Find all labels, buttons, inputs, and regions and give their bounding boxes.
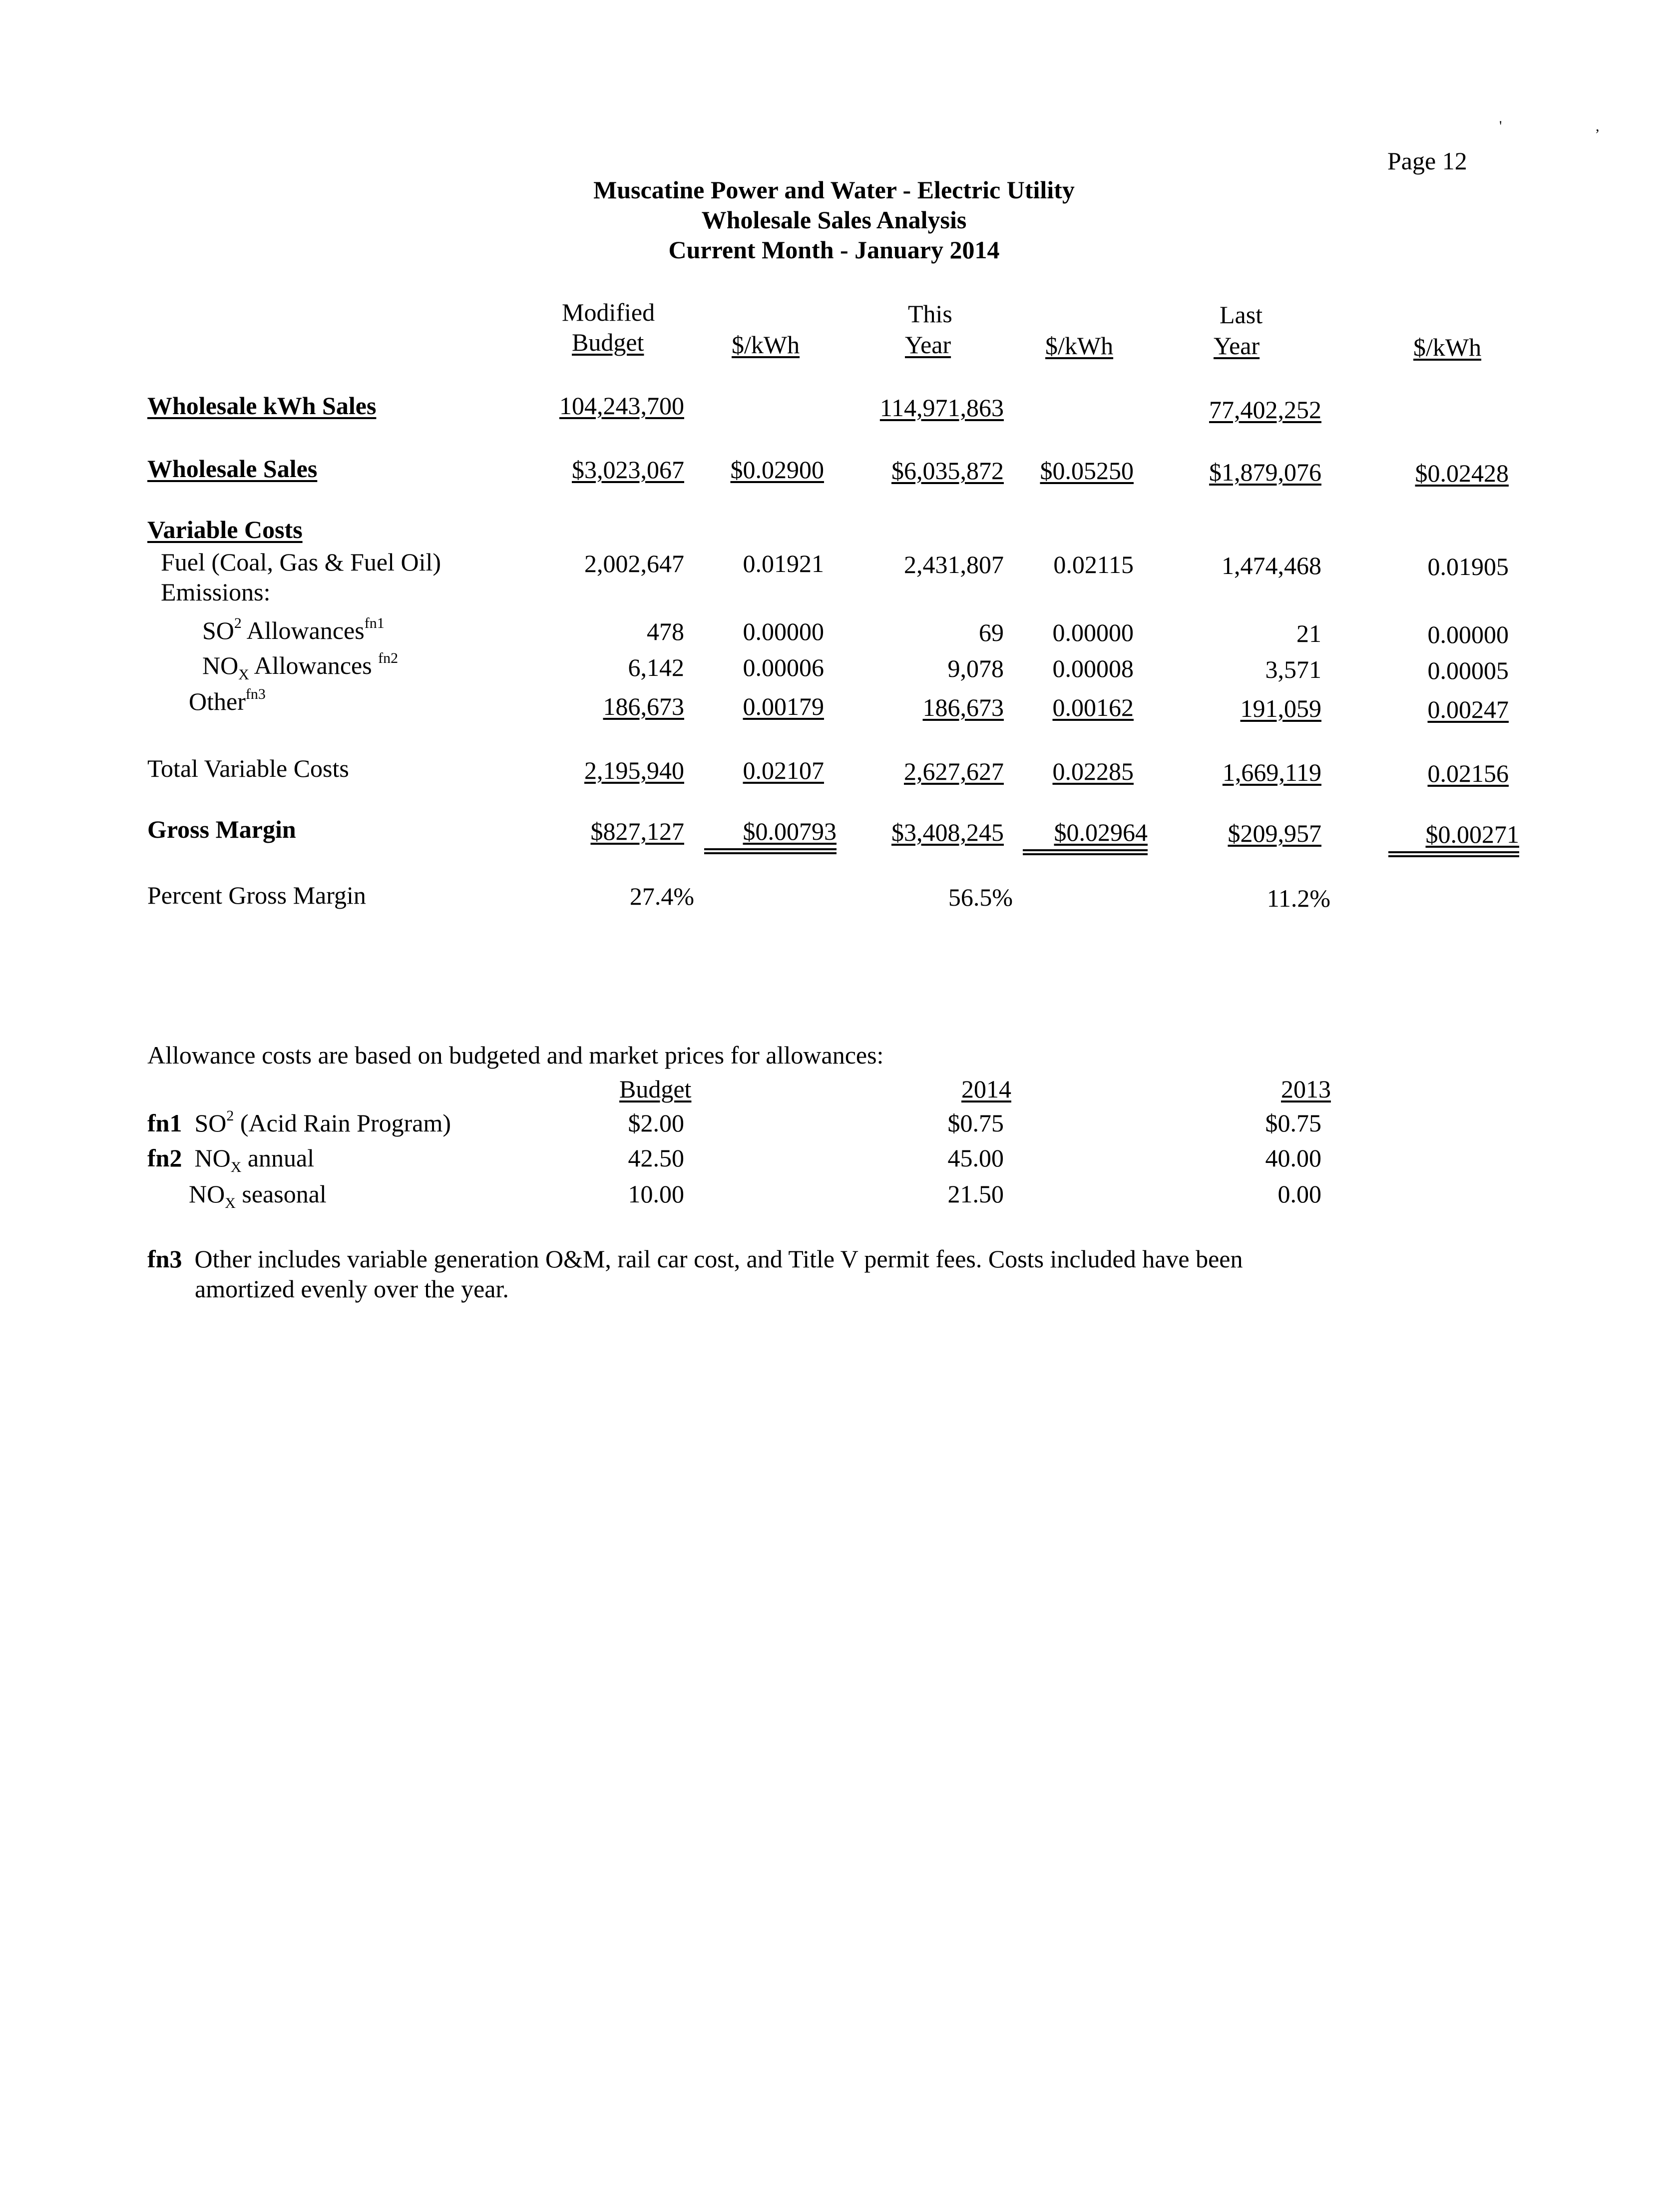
cell-nox-thisyear-kwh: 0.00008 (1052, 654, 1134, 682)
allowance-nox-seasonal-2014: 21.50 (947, 1180, 1004, 1208)
cell-fuel-lastyear-kwh: 0.01905 (1427, 552, 1509, 580)
col-header-thisyear-top: This (908, 300, 952, 328)
cell-nox-lastyear: 3,571 (1265, 655, 1321, 683)
allowance-so2-2014: $0.75 (947, 1109, 1004, 1137)
cell-fuel-budget-kwh: 0.01921 (743, 550, 824, 577)
allowance-intro: Allowance costs are based on budgeted and market prices for allowances: (147, 1041, 884, 1069)
allowance-nox-annual-budget: 42.50 (628, 1144, 684, 1172)
cell-other-thisyear-kwh: 0.00162 (1052, 693, 1134, 721)
cell-sales-thisyear-kwh: $0.05250 (1040, 457, 1134, 485)
allowance-nox-seasonal-2013: 0.00 (1277, 1180, 1321, 1208)
report-period: Current Month - January 2014 (668, 236, 1000, 264)
cell-tvc-thisyear-kwh: 0.02285 (1052, 757, 1134, 785)
cell-other-thisyear: 186,673 (922, 693, 1004, 721)
report-subtitle: Wholesale Sales Analysis (701, 206, 967, 234)
row-label-other: Other$^{fn3}$ (189, 686, 266, 715)
cell-other-budget-kwh: 0.00179 (743, 692, 824, 720)
allowance-row-nox-seasonal: $NO_X$ seasonal (189, 1180, 327, 1211)
cell-fuel-budget: 2,002,647 (584, 550, 684, 577)
row-label-so2-allowances: $SO^2$ Allowances$^{fn1}$ (202, 615, 385, 644)
cell-so2-thisyear: 69 (979, 618, 1004, 646)
cell-kwh-budget: 104,243,700 (559, 392, 684, 420)
cell-other-lastyear: 191,059 (1240, 694, 1321, 722)
cell-other-budget: 186,673 (603, 692, 684, 720)
row-label-wholesale-sales: Wholesale Sales (147, 455, 318, 483)
cell-tvc-budget-kwh: 0.02107 (743, 756, 824, 784)
allowance-so2-2013: $0.75 (1265, 1109, 1321, 1137)
row-label-gross-margin: Gross Margin (147, 815, 296, 843)
footnote-ref-fn3: fn3 (245, 686, 266, 703)
scan-mark: , (1596, 118, 1600, 134)
cell-sales-thisyear: $6,035,872 (891, 457, 1004, 485)
cell-tvc-budget: 2,195,940 (584, 756, 684, 784)
section-heading-variable-costs: Variable Costs (147, 516, 303, 544)
cell-gm-budget-kwh: $0.00793 (704, 816, 837, 854)
allowance-nox-annual-2013: 40.00 (1265, 1144, 1321, 1172)
cell-tvc-lastyear: 1,669,119 (1222, 758, 1321, 786)
col-header-budget-kwh: $/kWh (732, 331, 800, 359)
cell-gm-budget: $827,127 (590, 817, 684, 845)
cell-fuel-thisyear-kwh: 0.02115 (1053, 550, 1134, 578)
col-header-budget: Budget (572, 328, 644, 356)
cell-gm-thisyear-kwh: $0.02964 (1023, 817, 1148, 855)
allowance-header-2013: 2013 (1281, 1075, 1331, 1103)
cell-pgm-thisyear: 56.5% (948, 883, 1013, 911)
col-header-lastyear: Year (1214, 332, 1260, 360)
footnote-fn3: fn3 Other includes variable generation O&M, rail car cost, and Title V permit fees. Costs included have been (147, 1245, 1243, 1273)
cell-so2-lastyear-kwh: 0.00000 (1427, 620, 1509, 648)
allowance-nox-seasonal-budget: 10.00 (628, 1180, 684, 1208)
footnote-ref-fn1: fn1 (364, 615, 385, 632)
scan-mark: ' (1499, 118, 1502, 134)
col-header-thisyear-kwh: $/kWh (1045, 332, 1114, 360)
cell-kwh-lastyear: 77,402,252 (1209, 396, 1321, 424)
allowance-nox-annual-2014: 45.00 (947, 1144, 1004, 1172)
row-label-kwh-sales: Wholesale kWh Sales (147, 392, 377, 420)
footnote-label-fn3: fn3 (147, 1245, 182, 1273)
cell-nox-budget-kwh: 0.00006 (743, 653, 824, 681)
allowance-row-nox-annual: fn2 $NO_X$ annual (147, 1144, 315, 1175)
cell-pgm-budget: 27.4% (629, 882, 694, 910)
cell-so2-thisyear-kwh: 0.00000 (1052, 618, 1134, 646)
cell-fuel-thisyear: 2,431,807 (904, 550, 1004, 578)
cell-tvc-lastyear-kwh: 0.02156 (1427, 759, 1509, 787)
cell-other-lastyear-kwh: 0.00247 (1427, 695, 1509, 723)
page-number: Page 12 (1387, 147, 1467, 175)
cell-tvc-thisyear: 2,627,627 (904, 757, 1004, 785)
allowance-header-2014: 2014 (961, 1075, 1011, 1103)
row-label-nox-allowances: $NO_X$ Allowances $^{fn2}$ (202, 650, 399, 683)
cell-so2-budget: 478 (647, 617, 684, 645)
cell-nox-lastyear-kwh: 0.00005 (1427, 656, 1509, 684)
cell-gm-lastyear-kwh: $0.00271 (1388, 819, 1519, 857)
cell-sales-budget: $3,023,067 (572, 456, 684, 484)
allowance-so2-budget: $2.00 (628, 1109, 684, 1137)
cell-sales-lastyear: $1,879,076 (1209, 458, 1321, 486)
footnote-ref-fn2: fn2 (378, 650, 399, 667)
cell-sales-lastyear-kwh: $0.02428 (1415, 459, 1509, 487)
row-label-total-variable-costs: Total Variable Costs (147, 754, 349, 782)
cell-nox-budget: 6,142 (628, 653, 684, 681)
col-header-budget-top: Modified (562, 298, 655, 326)
cell-nox-thisyear: 9,078 (947, 654, 1004, 682)
footnote-label-fn1: fn1 (147, 1109, 182, 1137)
row-label-fuel: Fuel (Coal, Gas & Fuel Oil) (161, 548, 441, 576)
row-label-emissions: Emissions: (161, 578, 271, 606)
allowance-row-so2: fn1 $SO^2$ (Acid Rain Program) (147, 1107, 451, 1137)
footnote-label-fn2: fn2 (147, 1144, 182, 1172)
col-header-lastyear-kwh: $/kWh (1413, 333, 1482, 361)
report-title: Muscatine Power and Water - Electric Utility (593, 176, 1075, 204)
cell-so2-budget-kwh: 0.00000 (743, 617, 824, 645)
col-header-lastyear-top: Last (1220, 301, 1263, 329)
col-header-thisyear: Year (905, 331, 951, 359)
row-label-percent-gross-margin: Percent Gross Margin (147, 881, 366, 909)
cell-gm-thisyear: $3,408,245 (891, 818, 1004, 846)
cell-fuel-lastyear: 1,474,468 (1222, 551, 1321, 579)
cell-pgm-lastyear: 11.2% (1266, 884, 1330, 912)
cell-so2-lastyear: 21 (1296, 619, 1321, 647)
cell-gm-lastyear: $209,957 (1228, 819, 1321, 847)
allowance-header-budget: Budget (619, 1075, 692, 1103)
cell-sales-budget-kwh: $0.02900 (730, 456, 824, 484)
cell-kwh-thisyear: 114,971,863 (879, 394, 1004, 422)
footnote-fn3-continued: amortized evenly over the year. (195, 1275, 509, 1303)
